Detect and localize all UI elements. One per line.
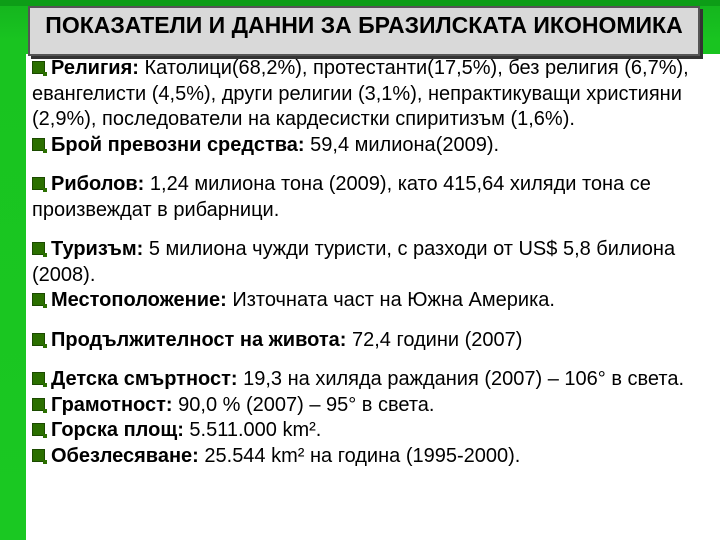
bullet-text: 25.544 km² на година (1995-2000). — [198, 444, 521, 467]
bullet-location — [32, 288, 714, 314]
bullet-tourism — [32, 237, 714, 288]
square-bullet-icon — [32, 398, 45, 411]
bullet-label: Горска площ: — [51, 419, 184, 441]
bullet-forest-area — [32, 418, 714, 444]
square-bullet-icon — [32, 242, 45, 255]
bullet-text: 90,0 % (2007) – 95° в света. — [172, 393, 435, 416]
square-bullet-icon — [32, 61, 45, 74]
square-bullet-icon — [32, 372, 45, 385]
bullet-life-expectancy — [32, 328, 714, 354]
square-bullet-icon — [32, 333, 45, 346]
bullet-text: Католици(68,2%), протестанти(17,5%), без религия (6,7%), евангелисти (4,5%), други религии (3,1%), непрактикуващи християни (2,9%), последователи на кардесистки спиритизъм (1,6%). — [32, 57, 689, 130]
bullet-fishing — [32, 172, 714, 223]
bullet-label: Туризъм: — [51, 238, 144, 260]
bullet-text: 5.511.000 km². — [183, 419, 322, 441]
square-bullet-icon — [32, 138, 45, 151]
bullet-text: 5 милиона чужди туристи, с разходи от US$ 5,8 билиона (2008). — [32, 238, 676, 286]
bullet-label: Местоположение: — [51, 289, 227, 311]
bullet-text: 19,3 на хиляда раждания (2007) – 106° в света. — [237, 368, 684, 390]
square-bullet-icon — [32, 293, 45, 306]
square-bullet-icon — [32, 449, 45, 462]
bullet-label: Обезлесяване: — [51, 444, 199, 467]
bullet-vehicles — [32, 133, 714, 159]
bullet-label: Религия: — [51, 57, 139, 79]
content-area — [26, 54, 720, 540]
bullet-label: Грамотност: — [51, 393, 173, 416]
bullet-text: Източната част на Южна Америка. — [226, 289, 555, 311]
square-bullet-icon — [32, 177, 45, 190]
bullet-literacy — [32, 393, 714, 419]
bullet-text: 1,24 милиона тона (2009), като 415,64 хиляди тона се произвеждат в рибарници. — [32, 173, 651, 221]
bullet-text: 59,4 милиона(2009). — [304, 133, 500, 156]
slide-title: ПОКАЗАТЕЛИ И ДАННИ ЗА БРАЗИЛСКАТА ИКОНОМИКА — [45, 12, 683, 38]
title-box — [28, 6, 700, 56]
bullet-label: Продължителност на живота: — [51, 328, 347, 351]
bullet-child-mortality — [32, 367, 714, 393]
square-bullet-icon — [32, 423, 45, 436]
bullet-label: Риболов: — [51, 173, 145, 195]
bullet-deforestation — [32, 444, 714, 470]
bullet-religion — [32, 56, 714, 133]
bullet-text: 72,4 години (2007) — [346, 328, 523, 351]
bullet-label: Брой превозни средства: — [51, 133, 305, 156]
bullet-label: Детска смъртност: — [51, 368, 238, 390]
